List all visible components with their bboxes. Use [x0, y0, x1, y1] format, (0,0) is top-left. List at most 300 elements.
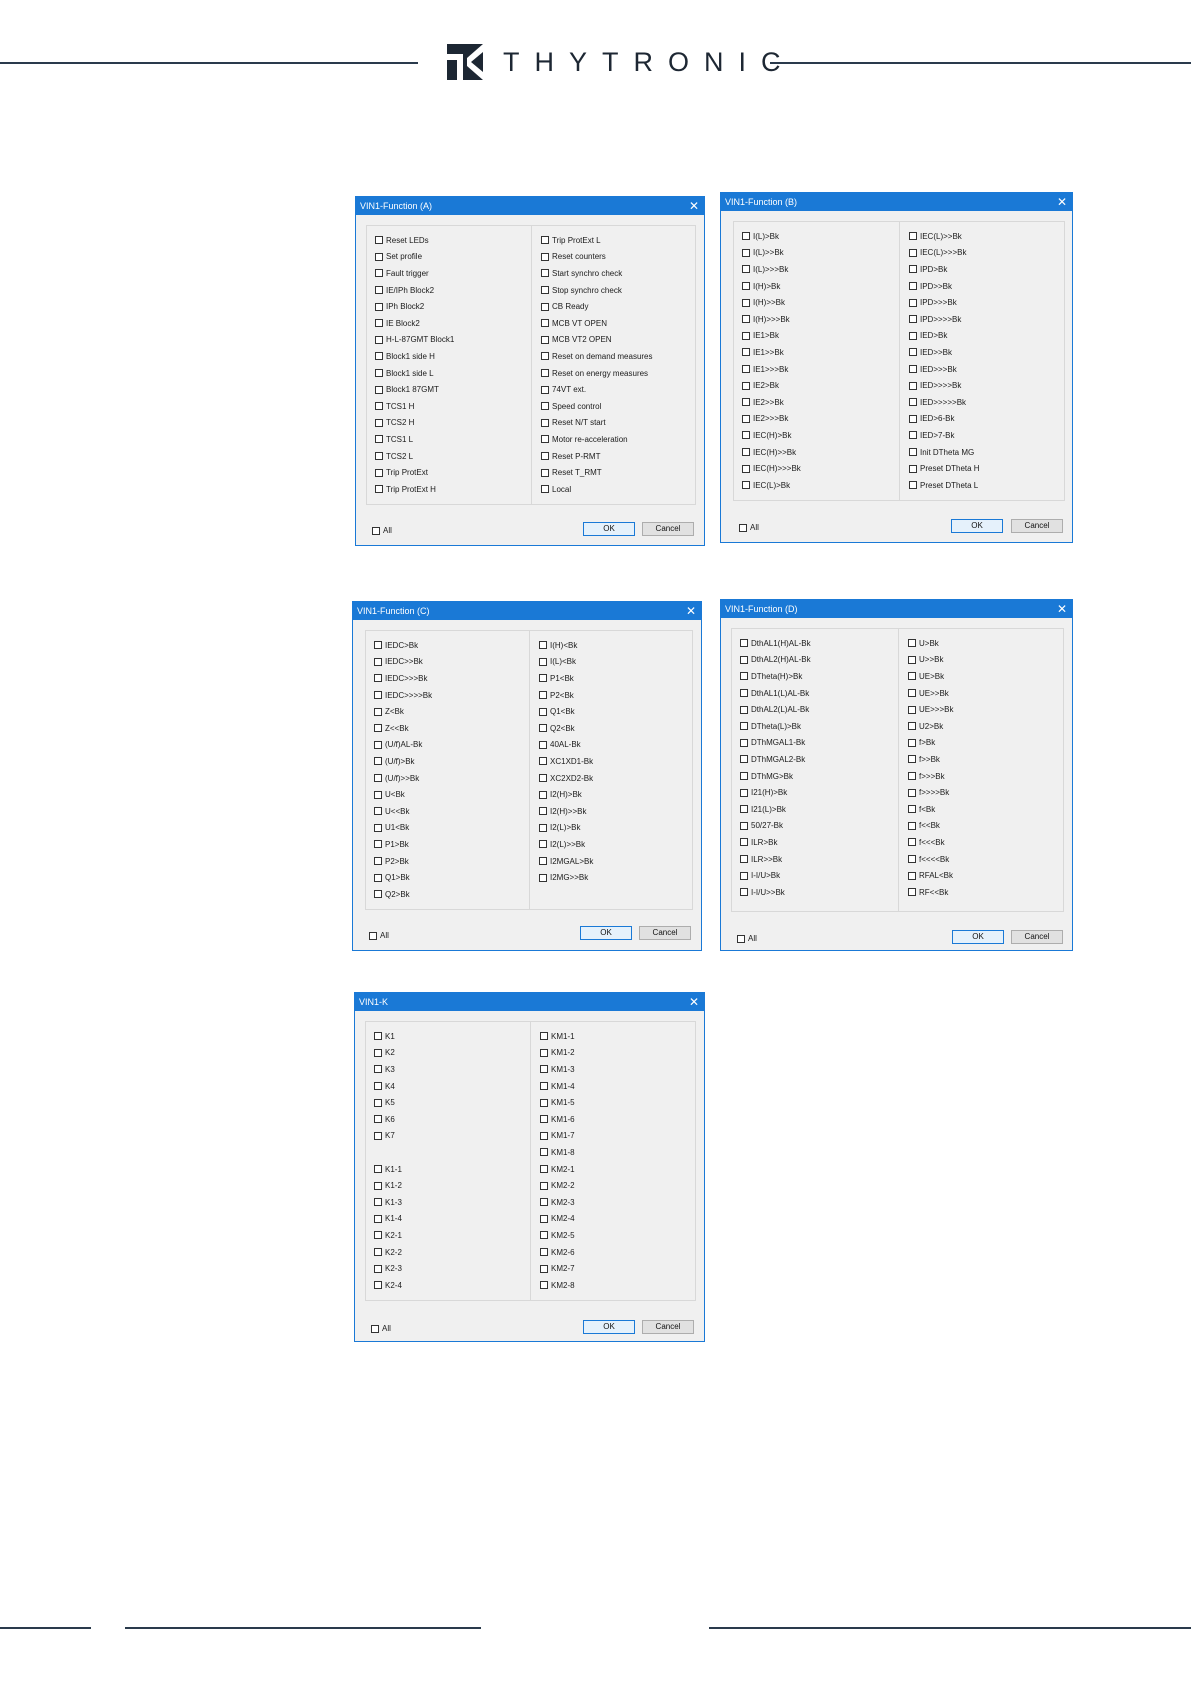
checkbox[interactable]: [375, 303, 383, 311]
checkbox[interactable]: [909, 481, 917, 489]
checkbox[interactable]: [541, 303, 549, 311]
checkbox-option[interactable]: [540, 1277, 697, 1294]
checkbox[interactable]: [374, 890, 382, 898]
cancel-button[interactable]: Cancel: [642, 522, 694, 536]
checkbox-option[interactable]: [541, 265, 697, 282]
cancel-button[interactable]: Cancel: [1011, 930, 1063, 944]
checkbox-option[interactable]: [908, 834, 1065, 851]
checkbox-option[interactable]: [375, 232, 531, 249]
close-icon[interactable]: ✕: [688, 995, 699, 1009]
checkbox[interactable]: [909, 315, 917, 323]
checkbox[interactable]: [540, 1231, 548, 1239]
checkbox[interactable]: [540, 1248, 548, 1256]
checkbox-option[interactable]: [539, 703, 694, 720]
checkbox[interactable]: [539, 708, 547, 716]
checkbox[interactable]: [540, 1032, 548, 1040]
checkbox-option[interactable]: [908, 867, 1065, 884]
select-all-checkbox[interactable]: [371, 1324, 391, 1333]
checkbox-option[interactable]: [374, 1061, 530, 1078]
checkbox[interactable]: [374, 1132, 382, 1140]
cancel-button[interactable]: Cancel: [639, 926, 691, 940]
checkbox-option[interactable]: [374, 1078, 530, 1095]
checkbox-option[interactable]: [909, 311, 1066, 328]
checkbox[interactable]: [369, 932, 377, 940]
checkbox[interactable]: [742, 332, 750, 340]
checkbox-option[interactable]: [374, 786, 529, 803]
checkbox-option[interactable]: [740, 834, 898, 851]
checkbox[interactable]: [374, 658, 382, 666]
checkbox[interactable]: [908, 822, 916, 830]
checkbox-option[interactable]: [374, 770, 529, 787]
checkbox-option[interactable]: [541, 448, 697, 465]
checkbox-option[interactable]: [909, 228, 1066, 245]
checkbox-option[interactable]: [908, 818, 1065, 835]
checkbox[interactable]: [539, 691, 547, 699]
select-all-checkbox[interactable]: [372, 526, 392, 535]
checkbox[interactable]: [372, 527, 380, 535]
checkbox-option[interactable]: [374, 670, 529, 687]
checkbox-option[interactable]: [374, 703, 529, 720]
checkbox-option[interactable]: [909, 377, 1066, 394]
checkbox[interactable]: [374, 691, 382, 699]
checkbox[interactable]: [374, 874, 382, 882]
checkbox[interactable]: [908, 772, 916, 780]
checkbox-option[interactable]: [740, 801, 898, 818]
checkbox[interactable]: [374, 1198, 382, 1206]
checkbox-option[interactable]: [742, 228, 899, 245]
checkbox-option[interactable]: [909, 344, 1066, 361]
checkbox-option[interactable]: [541, 464, 697, 481]
checkbox-option[interactable]: [541, 481, 697, 498]
checkbox-option[interactable]: [374, 1277, 530, 1294]
checkbox[interactable]: [908, 639, 916, 647]
checkbox-option[interactable]: [908, 784, 1065, 801]
checkbox-option[interactable]: [740, 884, 898, 901]
checkbox[interactable]: [909, 415, 917, 423]
checkbox-option[interactable]: [375, 448, 531, 465]
checkbox[interactable]: [539, 857, 547, 865]
checkbox-option[interactable]: [539, 869, 694, 886]
checkbox[interactable]: [539, 840, 547, 848]
checkbox-option[interactable]: [374, 803, 529, 820]
checkbox[interactable]: [375, 386, 383, 394]
checkbox[interactable]: [742, 249, 750, 257]
checkbox[interactable]: [539, 774, 547, 782]
checkbox-option[interactable]: [540, 1211, 697, 1228]
checkbox[interactable]: [908, 888, 916, 896]
checkbox-option[interactable]: [539, 687, 694, 704]
checkbox[interactable]: [540, 1198, 548, 1206]
checkbox-option[interactable]: [908, 768, 1065, 785]
checkbox[interactable]: [539, 658, 547, 666]
checkbox[interactable]: [541, 336, 549, 344]
checkbox-option[interactable]: [742, 245, 899, 262]
checkbox[interactable]: [539, 791, 547, 799]
checkbox-option[interactable]: [908, 718, 1065, 735]
checkbox-option[interactable]: [740, 735, 898, 752]
checkbox[interactable]: [909, 382, 917, 390]
checkbox[interactable]: [909, 431, 917, 439]
close-icon[interactable]: ✕: [688, 199, 699, 213]
checkbox-option[interactable]: [909, 427, 1066, 444]
checkbox-option[interactable]: [375, 415, 531, 432]
close-icon[interactable]: ✕: [1056, 195, 1067, 209]
checkbox[interactable]: [740, 822, 748, 830]
checkbox[interactable]: [540, 1265, 548, 1273]
checkbox[interactable]: [540, 1065, 548, 1073]
checkbox[interactable]: [909, 465, 917, 473]
checkbox[interactable]: [374, 1032, 382, 1040]
checkbox[interactable]: [740, 772, 748, 780]
checkbox-option[interactable]: [374, 737, 529, 754]
checkbox-option[interactable]: [742, 444, 899, 461]
checkbox-option[interactable]: [909, 460, 1066, 477]
ok-button[interactable]: OK: [580, 926, 632, 940]
checkbox-option[interactable]: [740, 851, 898, 868]
checkbox[interactable]: [740, 755, 748, 763]
checkbox[interactable]: [375, 435, 383, 443]
checkbox[interactable]: [742, 398, 750, 406]
checkbox-option[interactable]: [540, 1061, 697, 1078]
checkbox-option[interactable]: [742, 377, 899, 394]
checkbox[interactable]: [540, 1099, 548, 1107]
checkbox-option[interactable]: [540, 1244, 697, 1261]
checkbox-option[interactable]: [742, 460, 899, 477]
checkbox[interactable]: [374, 1115, 382, 1123]
checkbox[interactable]: [374, 1165, 382, 1173]
checkbox[interactable]: [541, 402, 549, 410]
checkbox-option[interactable]: [908, 735, 1065, 752]
close-icon[interactable]: ✕: [685, 604, 696, 618]
checkbox-option[interactable]: [540, 1227, 697, 1244]
checkbox[interactable]: [375, 253, 383, 261]
checkbox[interactable]: [540, 1049, 548, 1057]
checkbox-option[interactable]: [742, 477, 899, 494]
checkbox[interactable]: [909, 365, 917, 373]
checkbox[interactable]: [539, 724, 547, 732]
checkbox[interactable]: [374, 1182, 382, 1190]
checkbox-option[interactable]: [740, 818, 898, 835]
select-all-checkbox[interactable]: [737, 934, 757, 943]
checkbox-option[interactable]: [742, 411, 899, 428]
checkbox[interactable]: [740, 722, 748, 730]
checkbox-option[interactable]: [742, 294, 899, 311]
checkbox-option[interactable]: [375, 431, 531, 448]
checkbox-option[interactable]: [909, 411, 1066, 428]
checkbox-option[interactable]: [374, 1211, 530, 1228]
checkbox[interactable]: [909, 232, 917, 240]
checkbox-option[interactable]: [541, 282, 697, 299]
checkbox[interactable]: [374, 1215, 382, 1223]
checkbox[interactable]: [740, 789, 748, 797]
checkbox-option[interactable]: [374, 869, 529, 886]
checkbox-option[interactable]: [375, 249, 531, 266]
checkbox-option[interactable]: [909, 361, 1066, 378]
checkbox[interactable]: [539, 757, 547, 765]
checkbox[interactable]: [541, 352, 549, 360]
checkbox[interactable]: [374, 1082, 382, 1090]
checkbox-option[interactable]: [374, 720, 529, 737]
checkbox[interactable]: [375, 419, 383, 427]
checkbox-option[interactable]: [908, 635, 1065, 652]
checkbox-option[interactable]: [740, 718, 898, 735]
checkbox[interactable]: [539, 741, 547, 749]
checkbox[interactable]: [374, 791, 382, 799]
checkbox[interactable]: [375, 336, 383, 344]
checkbox[interactable]: [908, 689, 916, 697]
checkbox-option[interactable]: [375, 315, 531, 332]
select-all-checkbox[interactable]: [369, 931, 389, 940]
checkbox[interactable]: [742, 348, 750, 356]
close-icon[interactable]: ✕: [1056, 602, 1067, 616]
checkbox-option[interactable]: [374, 637, 529, 654]
cancel-button[interactable]: Cancel: [1011, 519, 1063, 533]
checkbox-option[interactable]: [541, 398, 697, 415]
checkbox-option[interactable]: [740, 668, 898, 685]
checkbox-option[interactable]: [539, 853, 694, 870]
checkbox[interactable]: [908, 706, 916, 714]
checkbox-option[interactable]: [374, 1094, 530, 1111]
checkbox[interactable]: [909, 348, 917, 356]
checkbox-option[interactable]: [742, 311, 899, 328]
checkbox-option[interactable]: [374, 1244, 530, 1261]
checkbox[interactable]: [375, 402, 383, 410]
checkbox-option[interactable]: [740, 701, 898, 718]
checkbox[interactable]: [909, 265, 917, 273]
checkbox-option[interactable]: [742, 427, 899, 444]
checkbox[interactable]: [909, 299, 917, 307]
checkbox[interactable]: [742, 415, 750, 423]
checkbox-option[interactable]: [374, 886, 529, 903]
checkbox[interactable]: [740, 805, 748, 813]
checkbox[interactable]: [541, 452, 549, 460]
checkbox-option[interactable]: [374, 654, 529, 671]
checkbox[interactable]: [742, 481, 750, 489]
checkbox-option[interactable]: [742, 261, 899, 278]
checkbox-option[interactable]: [540, 1094, 697, 1111]
checkbox-option[interactable]: [740, 685, 898, 702]
checkbox-option[interactable]: [375, 348, 531, 365]
checkbox[interactable]: [374, 1281, 382, 1289]
checkbox[interactable]: [541, 469, 549, 477]
checkbox-option[interactable]: [540, 1161, 697, 1178]
checkbox-option[interactable]: [374, 1227, 530, 1244]
checkbox-option[interactable]: [541, 415, 697, 432]
checkbox[interactable]: [908, 656, 916, 664]
checkbox[interactable]: [374, 1099, 382, 1107]
checkbox[interactable]: [740, 639, 748, 647]
checkbox-option[interactable]: [374, 1260, 530, 1277]
checkbox-option[interactable]: [375, 298, 531, 315]
checkbox[interactable]: [541, 269, 549, 277]
cancel-button[interactable]: Cancel: [642, 1320, 694, 1334]
checkbox[interactable]: [740, 656, 748, 664]
checkbox-option[interactable]: [540, 1144, 697, 1161]
checkbox[interactable]: [909, 398, 917, 406]
checkbox[interactable]: [540, 1132, 548, 1140]
checkbox-option[interactable]: [541, 381, 697, 398]
checkbox-option[interactable]: [740, 784, 898, 801]
checkbox-option[interactable]: [909, 394, 1066, 411]
checkbox[interactable]: [742, 448, 750, 456]
checkbox[interactable]: [740, 739, 748, 747]
checkbox[interactable]: [371, 1325, 379, 1333]
checkbox[interactable]: [742, 299, 750, 307]
checkbox-option[interactable]: [908, 801, 1065, 818]
checkbox-option[interactable]: [740, 751, 898, 768]
checkbox-option[interactable]: [375, 365, 531, 382]
checkbox[interactable]: [540, 1148, 548, 1156]
checkbox-option[interactable]: [740, 635, 898, 652]
checkbox-option[interactable]: [909, 477, 1066, 494]
checkbox-option[interactable]: [742, 361, 899, 378]
checkbox[interactable]: [908, 855, 916, 863]
checkbox-option[interactable]: [539, 770, 694, 787]
checkbox[interactable]: [375, 369, 383, 377]
checkbox[interactable]: [742, 315, 750, 323]
checkbox[interactable]: [539, 824, 547, 832]
checkbox-option[interactable]: [742, 394, 899, 411]
checkbox-option[interactable]: [909, 278, 1066, 295]
checkbox[interactable]: [375, 485, 383, 493]
checkbox[interactable]: [374, 1265, 382, 1273]
checkbox[interactable]: [740, 689, 748, 697]
checkbox[interactable]: [742, 465, 750, 473]
checkbox-option[interactable]: [540, 1260, 697, 1277]
checkbox-option[interactable]: [374, 753, 529, 770]
checkbox[interactable]: [375, 269, 383, 277]
checkbox-option[interactable]: [742, 328, 899, 345]
checkbox-option[interactable]: [908, 668, 1065, 685]
checkbox-option[interactable]: [374, 820, 529, 837]
checkbox-option[interactable]: [908, 851, 1065, 868]
checkbox[interactable]: [540, 1165, 548, 1173]
checkbox[interactable]: [908, 672, 916, 680]
select-all-checkbox[interactable]: [739, 523, 759, 532]
checkbox[interactable]: [909, 448, 917, 456]
checkbox[interactable]: [540, 1082, 548, 1090]
checkbox-option[interactable]: [539, 737, 694, 754]
checkbox-option[interactable]: [539, 753, 694, 770]
checkbox[interactable]: [740, 672, 748, 680]
checkbox[interactable]: [742, 265, 750, 273]
checkbox[interactable]: [740, 706, 748, 714]
checkbox[interactable]: [374, 774, 382, 782]
checkbox[interactable]: [740, 872, 748, 880]
checkbox[interactable]: [908, 722, 916, 730]
checkbox-option[interactable]: [374, 853, 529, 870]
checkbox[interactable]: [540, 1115, 548, 1123]
checkbox-option[interactable]: [374, 687, 529, 704]
checkbox[interactable]: [540, 1215, 548, 1223]
ok-button[interactable]: OK: [583, 522, 635, 536]
checkbox-option[interactable]: [541, 348, 697, 365]
checkbox[interactable]: [908, 789, 916, 797]
checkbox[interactable]: [374, 807, 382, 815]
checkbox-option[interactable]: [375, 464, 531, 481]
ok-button[interactable]: OK: [951, 519, 1003, 533]
checkbox[interactable]: [909, 332, 917, 340]
checkbox-option[interactable]: [374, 1128, 530, 1145]
checkbox-option[interactable]: [375, 381, 531, 398]
checkbox[interactable]: [908, 739, 916, 747]
checkbox-option[interactable]: [539, 637, 694, 654]
checkbox-option[interactable]: [909, 328, 1066, 345]
checkbox-option[interactable]: [541, 365, 697, 382]
checkbox-option[interactable]: [540, 1128, 697, 1145]
checkbox[interactable]: [737, 935, 745, 943]
checkbox[interactable]: [908, 838, 916, 846]
checkbox[interactable]: [742, 431, 750, 439]
checkbox-option[interactable]: [540, 1177, 697, 1194]
checkbox[interactable]: [908, 872, 916, 880]
checkbox-option[interactable]: [541, 249, 697, 266]
checkbox-option[interactable]: [908, 685, 1065, 702]
checkbox-option[interactable]: [539, 786, 694, 803]
checkbox-option[interactable]: [375, 481, 531, 498]
checkbox-option[interactable]: [540, 1111, 697, 1128]
checkbox-option[interactable]: [541, 315, 697, 332]
checkbox[interactable]: [374, 1231, 382, 1239]
checkbox[interactable]: [541, 369, 549, 377]
checkbox[interactable]: [374, 1065, 382, 1073]
checkbox[interactable]: [374, 857, 382, 865]
checkbox-option[interactable]: [375, 332, 531, 349]
checkbox-option[interactable]: [374, 1028, 530, 1045]
checkbox-option[interactable]: [740, 652, 898, 669]
checkbox[interactable]: [740, 855, 748, 863]
checkbox[interactable]: [375, 469, 383, 477]
checkbox-option[interactable]: [541, 431, 697, 448]
checkbox[interactable]: [539, 807, 547, 815]
checkbox-option[interactable]: [540, 1194, 697, 1211]
checkbox[interactable]: [541, 253, 549, 261]
checkbox[interactable]: [374, 1248, 382, 1256]
checkbox-option[interactable]: [539, 654, 694, 671]
checkbox[interactable]: [374, 724, 382, 732]
checkbox-option[interactable]: [909, 261, 1066, 278]
checkbox[interactable]: [742, 365, 750, 373]
checkbox-option[interactable]: [908, 701, 1065, 718]
checkbox-option[interactable]: [539, 820, 694, 837]
checkbox-option[interactable]: [740, 768, 898, 785]
checkbox[interactable]: [375, 452, 383, 460]
ok-button[interactable]: OK: [952, 930, 1004, 944]
checkbox[interactable]: [374, 824, 382, 832]
checkbox-option[interactable]: [374, 1111, 530, 1128]
checkbox-option[interactable]: [539, 720, 694, 737]
checkbox-option[interactable]: [908, 652, 1065, 669]
checkbox[interactable]: [375, 286, 383, 294]
checkbox[interactable]: [374, 840, 382, 848]
checkbox[interactable]: [740, 888, 748, 896]
checkbox[interactable]: [541, 286, 549, 294]
checkbox[interactable]: [539, 641, 547, 649]
checkbox[interactable]: [539, 674, 547, 682]
checkbox-option[interactable]: [541, 332, 697, 349]
checkbox[interactable]: [374, 708, 382, 716]
checkbox-option[interactable]: [375, 265, 531, 282]
checkbox[interactable]: [908, 755, 916, 763]
checkbox[interactable]: [375, 352, 383, 360]
ok-button[interactable]: OK: [583, 1320, 635, 1334]
checkbox-option[interactable]: [375, 282, 531, 299]
checkbox-option[interactable]: [540, 1078, 697, 1095]
checkbox-option[interactable]: [374, 836, 529, 853]
checkbox[interactable]: [540, 1182, 548, 1190]
checkbox[interactable]: [909, 282, 917, 290]
checkbox-option[interactable]: [908, 751, 1065, 768]
